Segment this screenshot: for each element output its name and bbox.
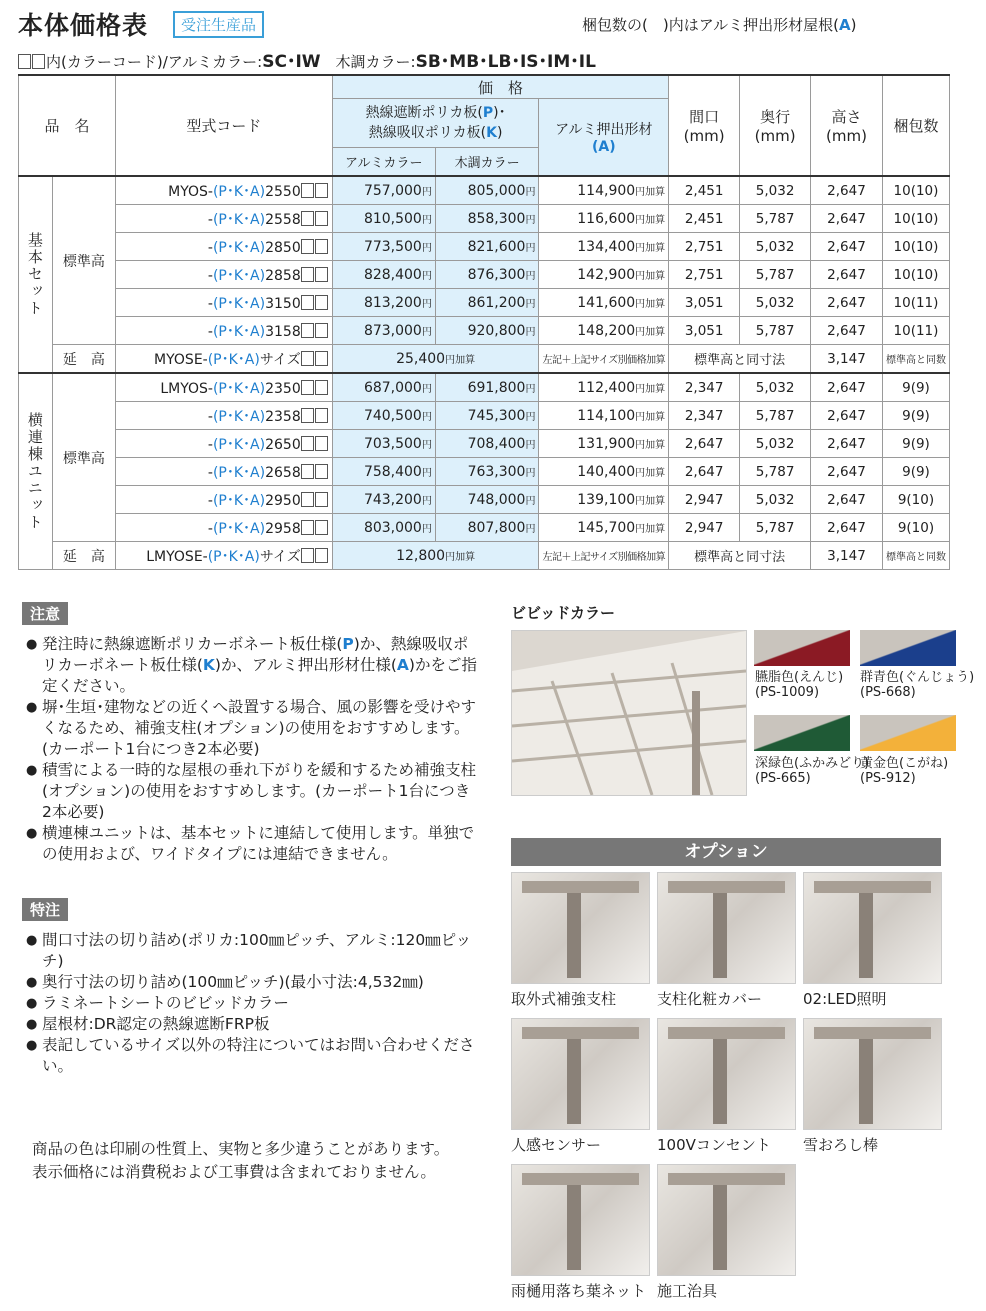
option-label: 支柱化粧カバー — [657, 990, 763, 1008]
depth: 5,032 — [740, 233, 811, 261]
list-item: ● 表記しているサイズ以外の特注についてはお問い合わせください。 — [26, 1035, 478, 1077]
width: 2,647 — [669, 430, 740, 458]
option-label: 02:LED照明 — [803, 990, 887, 1008]
notes-heading: 注意 — [22, 602, 68, 625]
price-wood: 876,300円 — [435, 261, 539, 289]
option-label: 人感センサー — [511, 1136, 602, 1154]
swatch-kogane — [860, 715, 956, 751]
depth: 5,787 — [740, 261, 811, 289]
pack: 10(10) — [882, 233, 949, 261]
height: 2,647 — [811, 317, 883, 345]
price-alumi: 740,500円 — [332, 402, 435, 430]
header-wood-color: 木調カラー — [435, 148, 539, 177]
header-height: 高さ — [831, 108, 862, 126]
width: 2,451 — [669, 176, 740, 205]
price-ext: 141,600円加算 — [539, 289, 669, 317]
model-code: -(P･K･A)2650 — [116, 430, 333, 458]
table-row — [19, 430, 950, 458]
outlet-icon — [657, 1018, 796, 1130]
height: 2,647 — [811, 402, 883, 430]
motion-sensor-icon — [511, 1018, 650, 1130]
depth: 5,032 — [740, 430, 811, 458]
price-ext: 145,700円加算 — [539, 514, 669, 542]
table-row — [19, 317, 950, 345]
price-wood: 861,200円 — [435, 289, 539, 317]
pack: 10(10) — [882, 176, 949, 205]
footer-notes: 商品の色は印刷の性質上、実物と多少違うことがあります。 表示価格には消費税および工事費は含まれておりません。 — [32, 1140, 450, 1181]
depth: 5,787 — [740, 458, 811, 486]
pack: 9(9) — [882, 458, 949, 486]
model-code: -(P･K･A)2658 — [116, 458, 333, 486]
post-cover-icon — [657, 872, 796, 984]
table-row-ext: 延 高 MYOSE-(P･K･A)サイズ 25,400円加算 左記＋上記サイズ別価格加算 標準高と同寸法 3,147 標準高と同数 — [19, 345, 950, 374]
price-ext: 114,900円加算 — [539, 176, 669, 205]
price-table: 品 名 型式コード 価 格 間口 (mm) 奥行 (mm) 高さ (mm) 梱包数 熱線遮断ポリカ板(P)･ 熱線吸収ポリカ板(K) アルミ押出形材 (A) アルミカラー 木調カラー 基本セット 標準高 MYOS-(P･K･A)2550 757,000円 805,000円 114,900円加算 2,451 5,032 2,647 10(10) -(P･K･A)2558 810,500円 858,300円 116,600円加算 2,451 5,787 2,647 10(10) -(P･K･A)2850 773,500円 821,600円 134,400円加算 2,751 5,032 2,647 10(10) -(P･K･A)2858 828,400円 876,300円 142,900円加算 2,751 5,787 2,647 10(10) -(P･K･A)3150 813,200円 861,200円 141,600円加算 3,051 5,032 2,647 10(11) -(P･K･A)3158 873,000円 920,800円 148,200円加算 3,051 5,787 2,647 10(11) 延 高 MYOSE-(P･K･A)サイズ 25,400円加算 左記＋上記サイズ別価格加算 標準高と同寸法 3,147 標準高と同数 横連棟ユニット 標準高 LMYOS-(P･K･A)2350 687,000円 691,800円 112,400円加算 2,347 5,032 2,647 9(9) -(P･K･A)2358 740,500円 745,300円 114,100円加算 2,347 5,787 2,647 9(9) -(P･K･A)2650 703,500円 708,400円 131,900円加算 2,647 5,032 2,647 9(9) -(P･K･A)2658 758,400円 763,300円 140,400円加算 2,647 5,787 2,647 9(9) -(P･K･A)2950 743,200円 748,000円 139,100円加算 2,947 5,032 2,647 9(10) -(P･K･A)2958 803,000円 807,800円 145,700円加算 2,947 5,787 2,647 9(10) 延 高 LMYOSE-(P･K･A)サイズ 12,800円加算 左記＋上記サイズ別価格加算 標準高と同寸法 3,147 標準高と同数 — [18, 74, 950, 570]
price-alumi: 810,500円 — [332, 205, 435, 233]
snow-rake-icon — [803, 1018, 942, 1130]
table-row — [19, 289, 950, 317]
price-alumi: 703,500円 — [332, 430, 435, 458]
header-price: 価 格 — [332, 75, 668, 99]
model-code: MYOS-(P･K･A)2550 — [116, 176, 333, 205]
swatch-gunjo — [860, 630, 956, 666]
install-jig-icon — [657, 1164, 796, 1276]
height: 2,647 — [811, 289, 883, 317]
price-ext: 134,400円加算 — [539, 233, 669, 261]
depth: 5,787 — [740, 514, 811, 542]
header-name: 品 名 — [19, 75, 116, 176]
list-item: ● 屋根材:DR認定の熱線遮断FRP板 — [26, 1014, 478, 1035]
header-poly: 熱線遮断ポリカ板(P)･ 熱線吸収ポリカ板(K) — [332, 99, 539, 148]
table-row — [19, 233, 950, 261]
price-alumi: 803,000円 — [332, 514, 435, 542]
height: 2,647 — [811, 205, 883, 233]
group-label: 基本セット — [19, 176, 53, 373]
special-heading: 特注 — [22, 898, 68, 921]
group-label: 横連棟ユニット — [19, 373, 53, 570]
price-alumi: 828,400円 — [332, 261, 435, 289]
table-row — [19, 402, 950, 430]
pack: 9(10) — [882, 486, 949, 514]
width: 2,647 — [669, 458, 740, 486]
option-label: 雪おろし棒 — [803, 1136, 879, 1154]
option-label: 雨樋用落ち葉ネット — [511, 1282, 647, 1300]
width: 2,751 — [669, 233, 740, 261]
price-wood: 745,300円 — [435, 402, 539, 430]
height: 2,647 — [811, 176, 883, 205]
width: 2,751 — [669, 261, 740, 289]
height: 2,647 — [811, 261, 883, 289]
price-ext: 112,400円加算 — [539, 373, 669, 402]
header-depth: 奥行 — [760, 108, 791, 126]
swatch-enji-label: 臙脂色(えんじ) (PS-1009) — [755, 670, 844, 700]
price-alumi: 743,200円 — [332, 486, 435, 514]
option-label: 施工治具 — [657, 1282, 718, 1300]
depth: 5,032 — [740, 486, 811, 514]
swatch-fukamidori-label: 深緑色(ふかみどり) (PS-665) — [755, 756, 870, 786]
height: 2,647 — [811, 458, 883, 486]
model-code: -(P･K･A)3158 — [116, 317, 333, 345]
model-code: -(P･K･A)2858 — [116, 261, 333, 289]
price-wood: 805,000円 — [435, 176, 539, 205]
made-to-order-badge: 受注生産品 — [173, 11, 264, 38]
carport-photo — [511, 630, 747, 796]
price-alumi: 758,400円 — [332, 458, 435, 486]
model-code: -(P･K･A)2850 — [116, 233, 333, 261]
packing-note: 梱包数の( )内はアルミ押出形材屋根(A) — [582, 16, 857, 34]
depth: 5,032 — [740, 289, 811, 317]
model-code: LMYOSE-(P･K･A)サイズ — [116, 542, 333, 570]
height: 2,647 — [811, 233, 883, 261]
pack: 9(10) — [882, 514, 949, 542]
table-row — [19, 205, 950, 233]
led-light-icon — [803, 872, 942, 984]
table-row — [19, 458, 950, 486]
price-alumi: 757,000円 — [332, 176, 435, 205]
price-ext: 139,100円加算 — [539, 486, 669, 514]
price-wood: 691,800円 — [435, 373, 539, 402]
width: 3,051 — [669, 289, 740, 317]
header-alumi-color: アルミカラー — [332, 148, 435, 177]
list-item: ● 間口寸法の切り詰め(ポリカ:100㎜ピッチ、アルミ:120㎜ピッチ) — [26, 930, 478, 972]
model-code: -(P･K･A)2558 — [116, 205, 333, 233]
price-wood: 821,600円 — [435, 233, 539, 261]
price-wood: 858,300円 — [435, 205, 539, 233]
price-wood: 748,000円 — [435, 486, 539, 514]
list-item: ● 塀･生垣･建物などの近くへ設置する場合、風の影響を受けやすくなるため、補強支柱(オプション)の使用をおすすめします。(カーポート1台につき2本必要) — [26, 697, 478, 760]
swatch-gunjo-label: 群青色(ぐんじょう) (PS-668) — [860, 670, 975, 700]
header-code: 型式コード — [116, 75, 333, 176]
special-list — [26, 930, 478, 1077]
option-label: 100Vコンセント — [657, 1136, 771, 1154]
model-code: LMYOS-(P･K･A)2350 — [116, 373, 333, 402]
width: 2,347 — [669, 402, 740, 430]
price-ext: 148,200円加算 — [539, 317, 669, 345]
width: 2,451 — [669, 205, 740, 233]
price-wood: 920,800円 — [435, 317, 539, 345]
height: 2,647 — [811, 486, 883, 514]
header-width: 間口 — [689, 108, 720, 126]
list-item: ● 積雪による一時的な屋根の垂れ下がりを緩和するため補強支柱(オプション)の使用をおすすめします。(カーポート1台につき2本必要) — [26, 760, 478, 823]
height: 2,647 — [811, 514, 883, 542]
price-alumi: 813,200円 — [332, 289, 435, 317]
model-code: -(P･K･A)3150 — [116, 289, 333, 317]
depth: 5,032 — [740, 373, 811, 402]
color-code-line: 内(カラーコード)/アルミカラー:SC･IW 木調カラー:SB･MB･LB･IS･IM･IL — [18, 47, 596, 72]
width: 3,051 — [669, 317, 740, 345]
model-code: -(P･K･A)2950 — [116, 486, 333, 514]
notes-list — [26, 634, 478, 865]
price-wood: 708,400円 — [435, 430, 539, 458]
list-item: ● 横連棟ユニットは、基本セットに連結して使用します。単独での使用および、ワイドタイプには連結できません。 — [26, 823, 478, 865]
price-alumi: 773,500円 — [332, 233, 435, 261]
options-heading: オプション — [511, 838, 941, 866]
pack: 10(10) — [882, 205, 949, 233]
table-row — [19, 486, 950, 514]
table-row — [19, 373, 950, 402]
width: 2,947 — [669, 486, 740, 514]
standard-label: 標準高 — [52, 373, 115, 542]
model-code: MYOSE-(P･K･A)サイズ — [116, 345, 333, 374]
pack: 10(11) — [882, 289, 949, 317]
reinforce-post-icon — [511, 872, 650, 984]
model-code: -(P･K･A)2358 — [116, 402, 333, 430]
price-ext: 140,400円加算 — [539, 458, 669, 486]
depth: 5,787 — [740, 205, 811, 233]
pack: 10(10) — [882, 261, 949, 289]
swatch-enji — [754, 630, 850, 666]
price-ext: 114,100円加算 — [539, 402, 669, 430]
depth: 5,032 — [740, 176, 811, 205]
swatch-kogane-label: 黄金色(こがね) (PS-912) — [860, 756, 949, 786]
price-alumi: 687,000円 — [332, 373, 435, 402]
depth: 5,787 — [740, 317, 811, 345]
pack: 9(9) — [882, 402, 949, 430]
list-item: ● 発注時に熱線遮断ポリカーボネート板仕様(P)か、熱線吸収ポリカーボネート板仕様(K)か、アルミ押出形材仕様(A)かをご指定ください。 — [26, 634, 478, 697]
table-row — [19, 261, 950, 289]
price-wood: 807,800円 — [435, 514, 539, 542]
pack: 9(9) — [882, 430, 949, 458]
price-alumi: 873,000円 — [332, 317, 435, 345]
page-title: 本体価格表 — [18, 11, 149, 40]
pack: 10(11) — [882, 317, 949, 345]
list-item: ● 奥行寸法の切り詰め(100㎜ピッチ)(最小寸法:4,532㎜) — [26, 972, 478, 993]
height: 2,647 — [811, 430, 883, 458]
list-item: ● ラミネートシートのビビッドカラー — [26, 993, 478, 1014]
vivid-heading: ビビッドカラー — [511, 604, 615, 622]
price-ext: 116,600円加算 — [539, 205, 669, 233]
header-pack: 梱包数 — [882, 75, 949, 176]
option-label: 取外式補強支柱 — [511, 990, 617, 1008]
pack: 9(9) — [882, 373, 949, 402]
leaf-net-icon — [511, 1164, 650, 1276]
price-wood: 763,300円 — [435, 458, 539, 486]
table-row — [19, 176, 950, 205]
swatch-fukamidori — [754, 715, 850, 751]
height: 2,647 — [811, 373, 883, 402]
table-row-ext: 延 高 LMYOSE-(P･K･A)サイズ 12,800円加算 左記＋上記サイズ別価格加算 標準高と同寸法 3,147 標準高と同数 — [19, 542, 950, 570]
table-row — [19, 514, 950, 542]
price-ext: 131,900円加算 — [539, 430, 669, 458]
depth: 5,787 — [740, 402, 811, 430]
width: 2,347 — [669, 373, 740, 402]
width: 2,947 — [669, 514, 740, 542]
price-ext: 142,900円加算 — [539, 261, 669, 289]
standard-label: 標準高 — [52, 176, 115, 345]
model-code: -(P･K･A)2958 — [116, 514, 333, 542]
header-alumi-ext: アルミ押出形材 (A) — [539, 99, 669, 177]
